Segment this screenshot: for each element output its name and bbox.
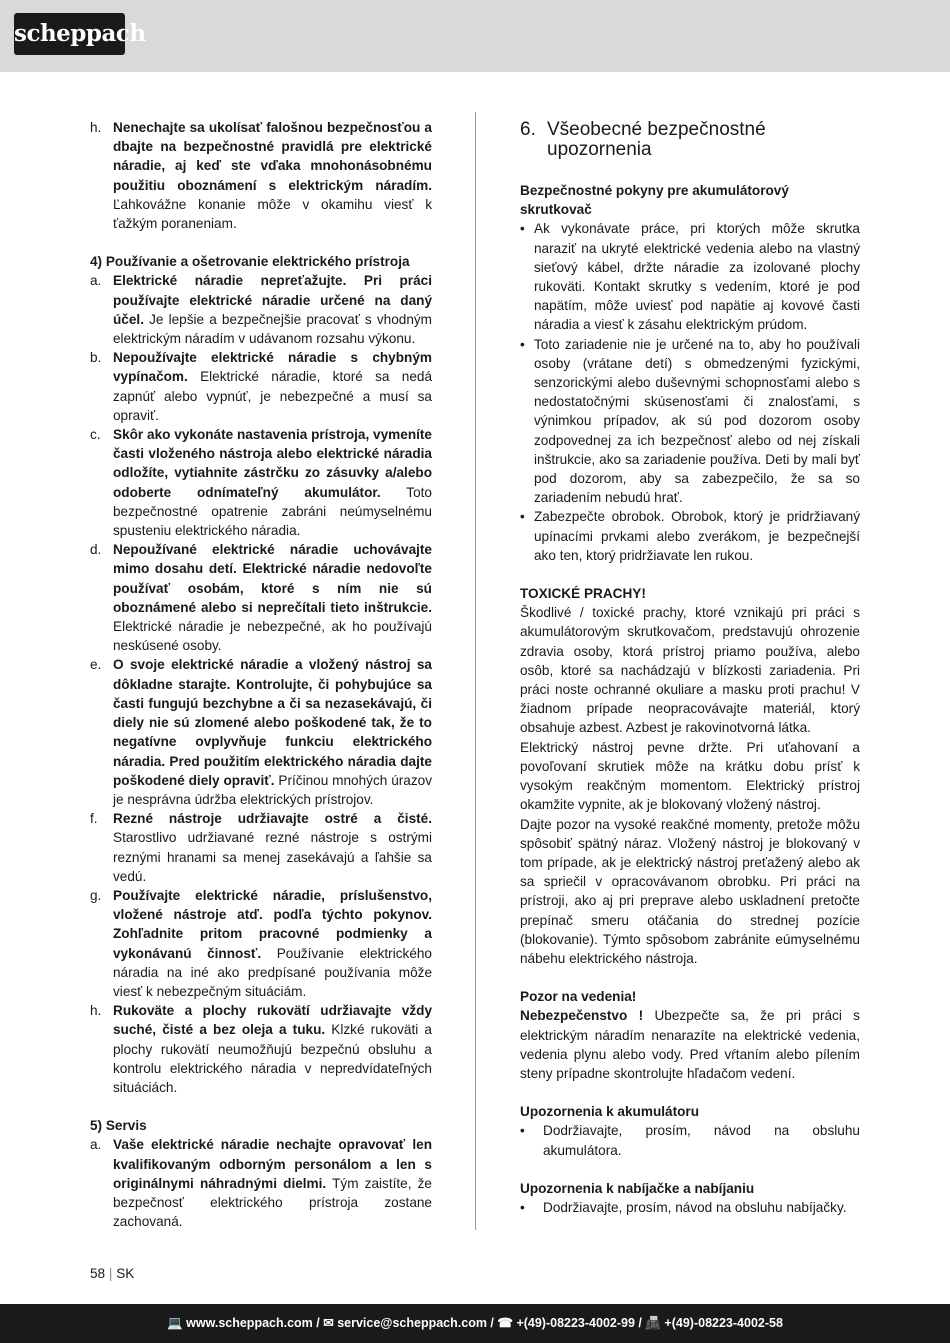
- email-link[interactable]: service@scheppach.com: [337, 1316, 487, 1330]
- paragraph: Nebezpečenstvo ! Ubezpečte sa, že pri práci s elektrickým náradím nenarazíte na elektrické vedenia, vedenia plynu alebo vody. Pred vŕtaním alebo pílením steny prípadne skontrolujte hľadačom vedení.: [520, 1008, 860, 1081]
- list-item: g. Používajte elektrické náradie, príslušenstvo, vložené nástroje atď. podľa týchto pokynov. Zohľadnite pritom pracovné podmienky a vykonávanú činnosť. Používanie elektrického náradia na iné ako predpísané používania môže viesť k nebezpečným situáciám.: [90, 887, 432, 999]
- bullet-item: • Toto zariadenie nie je určené na to, aby ho používali osoby (vrátane detí) s obmedzenými fyzickými, senzorickými alebo duševnými schopnosťami alebo s nedostatočnými skúsenosťami či znalosťami, s výnimkou prípadov, ak sú pod dozorom osoby zodpovednej za ich bezpečnosť alebo od nej získali inštrukcie, ako sa zariadenie používa. Deti by mali byť pod dozorom, aby sa zabezpečilo, že sa so zariadením nebudú hrať.: [520, 335, 860, 508]
- item-text: Nenechajte sa ukolísať falošnou bezpečnosťou a dbajte na bezpečnostné pravidlá pre elektrické náradie, aj keď ste vďaka mnohonásobnému použitiu oboznámení s elektrickým náradím. Ľahkovážne konanie môže v okamihu viesť k ťažkým poraneniam.: [113, 120, 432, 232]
- bullet-icon: •: [520, 1123, 525, 1139]
- list-item: h. Rukoväte a plochy rukovätí udržiavajte vždy suché, čisté a bez oleja a tuku. Klzké rukoväti a plochy rukovätí neumožňujú bezpečnú obsluhu a kontrolu elektrického náradia v nepredvídateľných situáciách.: [90, 1003, 432, 1095]
- list-item: f. Rezné nástroje udržiavajte ostré a čisté. Starostlivo udržiavané rezné nástroje s ostrými reznými hranami sa menej zasekávajú a ľahšie sa vedú.: [90, 811, 432, 884]
- web-icon: 💻: [167, 1316, 183, 1330]
- fax-number: +(49)-08223-4002-58: [664, 1316, 783, 1330]
- charger-title: Upozornenia k nabíjačke a nabíjaniu: [520, 1180, 755, 1196]
- list-item: d. Nepoužívané elektrické náradie uchovávajte mimo dosahu detí. Elektrické náradie nedovoľte používať osobám, ktoré s ním nie sú oboznámené alebo si neprečítali tieto inštrukcie. Elektrické náradie je nebezpečné, ak ho používajú neskúsené osoby.: [90, 542, 432, 654]
- bullet-icon: •: [520, 336, 525, 352]
- phone-icon: ☎: [497, 1316, 513, 1330]
- bullet-icon: •: [520, 1199, 525, 1215]
- bullet-item: • Ak vykonávate práce, pri ktorých môže skrutka naraziť na ukryté elektrické vedenia alebo na vlastný sieťový kábel, držte náradie za izolované plochy rukoväti. Kontakt skrutky s vedením, ktoré je pod napätím, môže uviesť pod napätie aj kovové časti náradia a viesť k zásahu elektrickým prúdom.: [520, 219, 860, 334]
- section-5-title: 5) Servis: [90, 1118, 147, 1134]
- list-item: c. Skôr ako vykonáte nastavenia prístroja, vymeníte časti vloženého nástroja alebo elektrické náradia odložíte, vytiahnite zástrčku zo zásuvky a/alebo odoberte odnímateľný akumulátor. Toto bezpečnostné opatrenie zabráni neúmyselnému spusteniu elektrického náradia.: [90, 427, 432, 539]
- paragraph: Elektrický nástroj pevne držte. Pri uťahovaní a povoľovaní skrutiek môže na krátku dobu prísť k vysokým reakčným momentom. Elektrický prístroj okamžite vypnite, ak je blokovaný vložený nástroj.: [520, 739, 860, 813]
- right-column: [520, 118, 860, 1217]
- list-item: a. Elektrické náradie nepreťažujte. Pri práci používajte elektrické náradie určené na daný účel. Je lepšie a bezpečnejšie pracovať s vhodným elektrickým náradím v udávanom rozsahu výkonu.: [90, 273, 432, 347]
- wires-title: Pozor na vedenia!: [520, 989, 637, 1005]
- left-column: [90, 118, 432, 1231]
- list-item: b. Nepoužívajte elektrické náradie s chybným vypínačom. Elektrické náradie, ktoré sa nedá zapnúť alebo vypnúť, je nebezpečné a musí sa opraviť.: [90, 350, 432, 423]
- paragraph: Škodlivé / toxické prachy, ktoré vznikajú pri práci s akumulátorovým skrutkovačom, predstavujú ohrozenie zdravia osoby, ktorá prístroj priamo používa, alebo osôb, ktoré sa nachádzajú v blízkosti zariadenia. Pri práci noste ochranné okuliare a masku proti prachu! V žiadnom prípade neopracovávajte materiál, ktorý obsahuje azbest. Azbest je rakovinotvorná látka.: [520, 605, 860, 736]
- fax-icon: 📠: [645, 1316, 661, 1330]
- list-item-h: [90, 118, 432, 233]
- bullet-item: • Zabezpečte obrobok. Obrobok, ktorý je pridržiavaný upínacími prvkami alebo zverákom, je bezpečnejší ako ten, ktorý pridržiavate len rukou.: [520, 507, 860, 565]
- list-item: e. O svoje elektrické náradie a vložený nástroj sa dôkladne starajte. Kontrolujte, či pohybujúce sa časti fungujú bezchybne a či sa nezasekávajú, či diely nie sú zlomené alebo poškodené tak, že to negatívne ovplyvňuje funkciu elektrického náradia. Pred použitím elektrického náradia dajte poškodené diely opraviť. Príčinou mnohých úrazov je nesprávna údržba elektrických prístrojov.: [90, 657, 432, 807]
- scheppach-logo: scheppach: [14, 13, 125, 55]
- page-header: [0, 0, 950, 72]
- battery-title: Upozornenia k akumulátoru: [520, 1104, 700, 1120]
- chapter-heading: 6. Všeobecné bezpečnostné upozornenia: [520, 119, 766, 160]
- list-item: a. Vaše elektrické náradie nechajte opravovať len kvalifikovaným odborným personálom a len s originálnymi náhradnými dielmi. Tým zaistíte, že bezpečnosť elektrického prístroja zostane zachovaná.: [90, 1137, 432, 1230]
- bullet-icon: •: [520, 221, 525, 237]
- bullet-item: • Dodržiavajte, prosím, návod na obsluhu akumulátora.: [520, 1121, 860, 1159]
- paragraph: Dajte pozor na vysoké reakčné momenty, pretože môžu spôsobiť spätný náraz. Vložený nástroj je blokovaný v tom prípade, ak je elektrický nástroj preťažený alebo ak sa spriečil v opracovávanom obrobku. Pri práci na prístroji, ako aj pri preprave alebo uskladnení pretočte prepínač smeru otáčania do strednej pozície (blokovanie). Týmto spôsobom zabránite eúmyselnému nábehu elektrického nástroja.: [520, 816, 860, 966]
- page-footer: 💻 www.scheppach.com / ✉ service@scheppach.com / ☎ +(49)-08223-4002-99 / 📠 +(49)-08223-4002-58: [0, 1304, 950, 1343]
- email-icon: ✉: [323, 1316, 334, 1330]
- item-label: h.: [90, 120, 102, 135]
- phone-number: +(49)-08223-4002-99: [516, 1316, 635, 1330]
- website-link[interactable]: www.scheppach.com: [186, 1316, 313, 1330]
- bullet-icon: •: [520, 509, 525, 525]
- column-divider: [475, 112, 476, 1230]
- section-4-title: 4) Používanie a ošetrovanie elektrického prístroja: [90, 254, 410, 270]
- toxic-dust-title: TOXICKÉ PRACHY!: [520, 586, 646, 602]
- bullet-item: • Dodržiavajte, prosím, návod na obsluhu nabíjačky.: [520, 1198, 860, 1217]
- subheading-screwdriver: Bezpečnostné pokyny pre akumulátorový skrutkovač: [520, 183, 789, 218]
- page-number: 58 | SK: [90, 1266, 135, 1281]
